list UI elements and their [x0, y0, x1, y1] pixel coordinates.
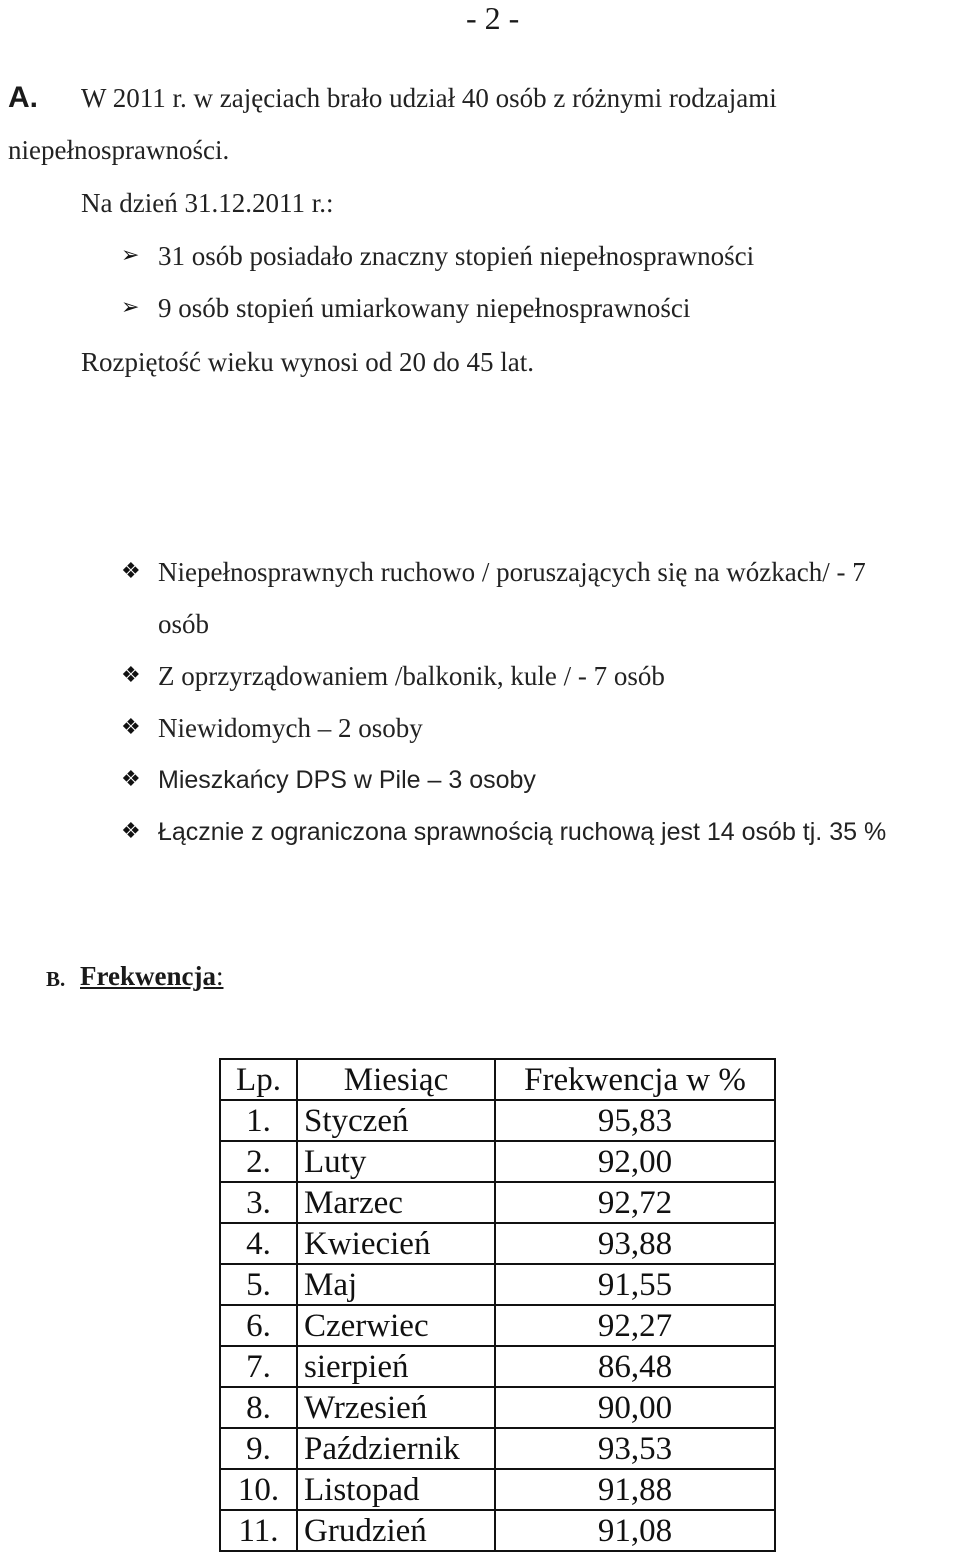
category-walker: Z oprzyrządowaniem /balkonik, kule / - 7 osób	[158, 661, 665, 691]
age-range: Rozpiętość wieku wynosi od 20 do 45 lat.	[81, 347, 534, 377]
diamond-bullet-icon: ❖	[121, 715, 141, 740]
table-row	[220, 1141, 775, 1182]
row-attendance: 91,88	[495, 1469, 775, 1510]
row-month: Luty	[297, 1141, 495, 1182]
row-number: 9.	[220, 1428, 297, 1469]
arrow-bullet-icon: ➢	[121, 295, 140, 320]
row-month: Listopad	[297, 1469, 495, 1510]
table-header-row	[220, 1059, 775, 1100]
attendance-table	[219, 1058, 776, 1552]
row-attendance: 91,55	[495, 1264, 775, 1305]
header-attendance: Frekwencja w %	[495, 1059, 775, 1100]
table-row	[220, 1387, 775, 1428]
date-line: Na dzień 31.12.2011 r.:	[81, 188, 334, 218]
category-wheelchair-cont: osób	[158, 609, 210, 639]
row-month: sierpień	[297, 1346, 495, 1387]
row-number: 4.	[220, 1223, 297, 1264]
row-attendance: 92,00	[495, 1141, 775, 1182]
row-number: 5.	[220, 1264, 297, 1305]
row-attendance: 90,00	[495, 1387, 775, 1428]
row-number: 1.	[220, 1100, 297, 1141]
table-row	[220, 1223, 775, 1264]
category-total: Łącznie z ograniczona sprawnością ruchową jest 14 osób tj. 35 %	[158, 818, 887, 846]
row-number: 6.	[220, 1305, 297, 1346]
row-number: 10.	[220, 1469, 297, 1510]
row-month: Czerwiec	[297, 1305, 495, 1346]
row-number: 3.	[220, 1182, 297, 1223]
intro-line-1: W 2011 r. w zajęciach brało udział 40 osób z różnymi rodzajami	[81, 83, 777, 113]
row-attendance: 93,88	[495, 1223, 775, 1264]
section-b-title-text: Frekwencja	[80, 961, 216, 991]
table-row	[220, 1100, 775, 1141]
row-number: 2.	[220, 1141, 297, 1182]
bullet-moderate: 9 osób stopień umiarkowany niepełnosprawności	[158, 293, 691, 323]
row-month: Maj	[297, 1264, 495, 1305]
row-month: Wrzesień	[297, 1387, 495, 1428]
category-wheelchair: Niepełnosprawnych ruchowo / poruszających się na wózkach/ - 7	[158, 557, 866, 587]
row-number: 7.	[220, 1346, 297, 1387]
row-attendance: 92,27	[495, 1305, 775, 1346]
arrow-bullet-icon: ➢	[121, 243, 140, 268]
row-attendance: 92,72	[495, 1182, 775, 1223]
section-b-letter: B.	[46, 967, 66, 991]
table-row	[220, 1264, 775, 1305]
table-row	[220, 1428, 775, 1469]
diamond-bullet-icon: ❖	[121, 767, 141, 792]
table-row	[220, 1182, 775, 1223]
intro-line-2: niepełnosprawności.	[8, 135, 230, 165]
row-number: 8.	[220, 1387, 297, 1428]
page-number: - 2 -	[466, 0, 520, 36]
category-blind: Niewidomych – 2 osoby	[158, 713, 423, 743]
row-month: Kwiecień	[297, 1223, 495, 1264]
table-row	[220, 1305, 775, 1346]
header-lp: Lp.	[220, 1059, 297, 1100]
diamond-bullet-icon: ❖	[121, 819, 141, 844]
table-row	[220, 1469, 775, 1510]
row-month: Styczeń	[297, 1100, 495, 1141]
table-row	[220, 1510, 775, 1551]
header-month: Miesiąc	[297, 1059, 495, 1100]
row-attendance: 86,48	[495, 1346, 775, 1387]
row-attendance: 93,53	[495, 1428, 775, 1469]
row-month: Październik	[297, 1428, 495, 1469]
row-attendance: 91,08	[495, 1510, 775, 1551]
diamond-bullet-icon: ❖	[121, 663, 141, 688]
bullet-severe: 31 osób posiadało znaczny stopień niepełnosprawności	[158, 241, 755, 271]
diamond-bullet-icon: ❖	[121, 559, 141, 584]
row-month: Marzec	[297, 1182, 495, 1223]
table-row	[220, 1346, 775, 1387]
row-month: Grudzień	[297, 1510, 495, 1551]
section-b-title	[80, 960, 223, 992]
section-a-letter: A.	[8, 81, 38, 114]
section-b-colon: :	[215, 961, 224, 991]
category-dps: Mieszkańcy DPS w Pile – 3 osoby	[158, 766, 536, 794]
row-attendance: 95,83	[495, 1100, 775, 1141]
row-number: 11.	[220, 1510, 297, 1551]
